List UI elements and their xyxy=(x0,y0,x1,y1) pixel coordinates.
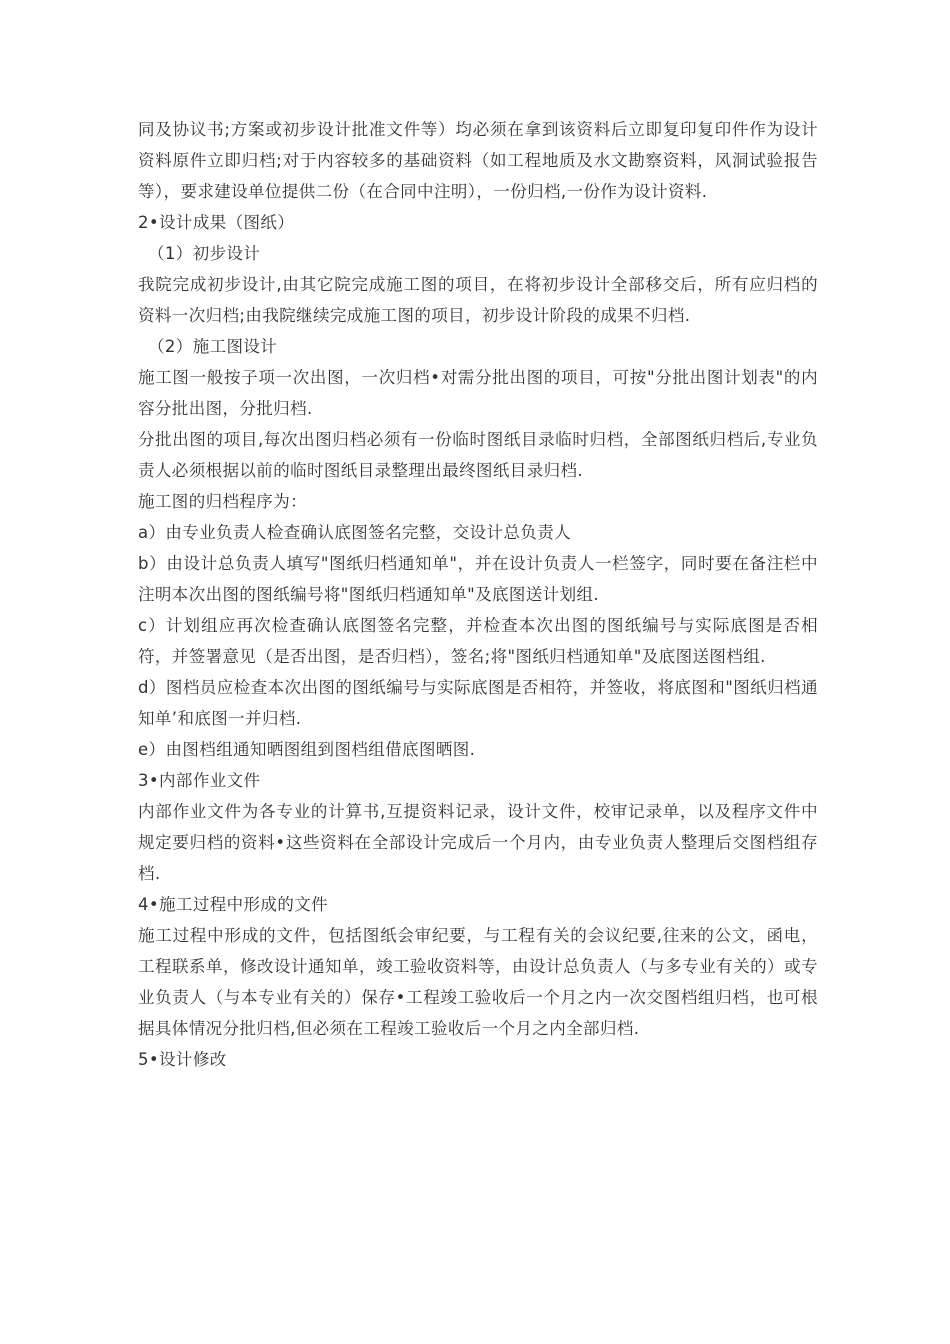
procedure-step-d: d）图档员应检查本次出图的图纸编号与实际底图是否相符，并签收，将底图和"图纸归档通知单’和底图一并归档. xyxy=(138,678,818,728)
document-page xyxy=(138,114,818,1075)
preliminary-design-paragraph: 我院完成初步设计,由其它院完成施工图的项目，在将初步设计全部移交后，所有应归档的资料一次归档;由我院继续完成施工图的项目，初步设计阶段的成果不归档. xyxy=(138,275,818,325)
procedure-step-a: a）由专业负责人检查确认底图签名完整，交设计总负责人 xyxy=(138,523,572,542)
internal-files-paragraph: 内部作业文件为各专业的计算书,互提资料记录，设计文件，校审记录单，以及程序文件中规定要归档的资料•这些资料在全部设计完成后一个月内，由专业负责人整理后交图档组存档. xyxy=(138,802,818,883)
section-heading-internal-files: 3•内部作业文件 xyxy=(138,771,261,790)
section-heading-design-results: 2•设计成果（图纸） xyxy=(138,213,295,232)
construction-process-files-paragraph: 施工过程中形成的文件，包括图纸会审纪要，与工程有关的会议纪要,往来的公文，函电，工程联系单，修改设计通知单，竣工验收资料等，由设计总负责人（与多专业有关的）或专业负责人（与本专业有关的）保存•工程竣工验收后一个月之内一次交图档组归档，也可根据具体情况分批归档,但必须在工程竣工验收后一个月之内全部归档. xyxy=(138,926,818,1038)
subsection-heading-preliminary-design: （1）初步设计 xyxy=(148,244,261,263)
construction-drawing-paragraph-2: 分批出图的项目,每次出图归档必须有一份临时图纸目录临时归档，全部图纸归档后,专业负责人必须根据以前的临时图纸目录整理出最终图纸目录归档. xyxy=(138,430,818,480)
subsection-heading-construction-drawing: （2）施工图设计 xyxy=(148,337,278,356)
section-heading-construction-process-files: 4•施工过程中形成的文件 xyxy=(138,895,329,914)
archive-procedure-label: 施工图的归档程序为： xyxy=(138,492,307,511)
section-heading-design-changes: 5•设计修改 xyxy=(138,1050,227,1069)
construction-drawing-paragraph-1: 施工图一般按子项一次出图，一次归档•对需分批出图的项目，可按"分批出图计划表"的内容分批出图，分批归档. xyxy=(138,368,818,418)
procedure-step-b: b）由设计总负责人填写"图纸归档通知单"，并在设计负责人一栏签字，同时要在备注栏中注明本次出图的图纸编号将"图纸归档通知单"及底图送计划组. xyxy=(138,554,818,604)
intro-paragraph: 同及协议书;方案或初步设计批准文件等）均必须在拿到该资料后立即复印复印件作为设计资料原件立即归档;对于内容较多的基础资料（如工程地质及水文勘察资料，风洞试验报告等），要求建设单位提供二份（在合同中注明），一份归档,一份作为设计资料. xyxy=(138,120,818,201)
procedure-step-e: e）由图档组通知晒图组到图档组借底图晒图. xyxy=(138,740,476,759)
procedure-step-c: c）计划组应再次检查确认底图签名完整，并检查本次出图的图纸编号与实际底图是否相符，并签署意见（是否出图，是否归档），签名;将"图纸归档通知单"及底图送图档组. xyxy=(138,616,818,666)
